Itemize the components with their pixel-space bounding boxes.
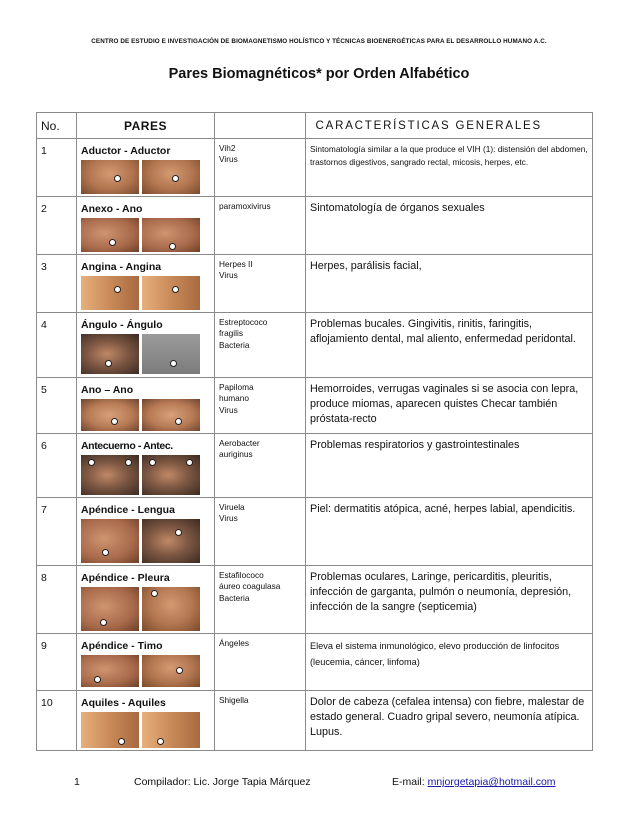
face-front-image <box>81 455 139 495</box>
head-side-image <box>142 334 200 374</box>
table-row <box>37 313 593 378</box>
legs-image <box>142 712 200 748</box>
description-text: Sintomatología similar a la que produce el VIH (1): distensión del abdomen, trastornos digestivos, sangrado rectal, micosis, herpes, etc. <box>310 144 588 167</box>
column-header-no: No. <box>37 113 77 139</box>
column-header-caracteristicas: CARACTERÍSTICAS GENERALES <box>306 113 593 139</box>
torso-image <box>142 587 200 631</box>
pair-cell <box>77 634 215 691</box>
chest-image <box>142 655 200 687</box>
email-link[interactable]: mnjorgetapia@hotmail.com <box>427 776 556 788</box>
table-header-row <box>37 113 593 139</box>
jaw-side-image <box>142 276 200 310</box>
groin-front-image <box>81 160 139 194</box>
agent-line: Bacteria <box>219 339 250 350</box>
table-row <box>37 434 593 498</box>
pair-cell <box>77 255 215 313</box>
organization-header: CENTRO DE ESTUDIO E INVESTIGACIÓN DE BIOMAGNETISMO HOLÍSTICO Y TÉCNICAS BIOENERGÉTICAS PARA EL DESARROLLO HUMANO A.C. <box>91 38 547 45</box>
face-front-image <box>142 455 200 495</box>
pair-name: Apéndice - Pleura <box>81 572 170 584</box>
row-number: 6 <box>37 434 77 498</box>
agent-line: paramoxivirus <box>219 201 271 211</box>
agent-line: Estreptococo <box>219 317 268 327</box>
buttocks-image <box>142 399 200 431</box>
pair-cell <box>77 498 215 566</box>
agent-line: áureo coagulasa <box>219 581 281 592</box>
agent-line: Ángeles <box>219 638 249 648</box>
agent-cell <box>215 691 306 751</box>
agent-line: auriginus <box>219 449 253 460</box>
table-row <box>37 139 593 197</box>
agent-line: Bacteria <box>219 592 250 603</box>
pair-name: Aductor - Aductor <box>81 145 171 157</box>
pair-cell <box>77 313 215 378</box>
table-row <box>37 691 593 751</box>
agent-line: Virus <box>219 270 238 281</box>
pair-cell <box>77 197 215 255</box>
agent-cell <box>215 498 306 566</box>
compiler-credit: Compilador: Lic. Jorge Tapia Márquez <box>134 776 311 788</box>
groin-front-image <box>142 160 200 194</box>
description-cell <box>306 197 593 255</box>
row-number: 8 <box>37 566 77 634</box>
row-number: 3 <box>37 255 77 313</box>
pair-name: Ano – Ano <box>81 384 134 396</box>
page-title: Pares Biomagnéticos* por Orden Alfabético <box>168 66 470 82</box>
pair-name: Antecuerno - Antec. <box>81 440 173 452</box>
description-cell <box>306 313 593 378</box>
legs-image <box>81 712 139 748</box>
pair-cell <box>77 139 215 197</box>
agent-cell <box>215 139 306 197</box>
description-cell <box>306 634 593 691</box>
pair-name: Apéndice - Lengua <box>81 504 175 516</box>
pair-cell <box>77 691 215 751</box>
agent-line: Virus <box>219 154 238 165</box>
description-cell <box>306 498 593 566</box>
pair-name: Aquiles - Aquiles <box>81 697 166 709</box>
agent-line: humano <box>219 393 249 404</box>
agent-cell <box>215 566 306 634</box>
agent-line: fragilis <box>219 328 243 339</box>
agent-line: Estafilococo <box>219 570 264 580</box>
description-text: Herpes, parálisis facial, <box>310 260 422 272</box>
pair-cell <box>77 566 215 634</box>
description-cell <box>306 378 593 434</box>
description-cell <box>306 566 593 634</box>
row-number: 7 <box>37 498 77 566</box>
column-header-pares: PARES <box>77 113 215 139</box>
row-number: 9 <box>37 634 77 691</box>
head-side-image <box>142 519 200 563</box>
email-label: E-mail: <box>392 776 428 788</box>
jaw-side-image <box>81 276 139 310</box>
agent-line: Herpes II <box>219 259 253 269</box>
table-row <box>37 498 593 566</box>
description-cell <box>306 434 593 498</box>
description-text: Piel: dermatitis atópica, acné, herpes labial, apendicitis. <box>310 503 576 515</box>
abdomen-image <box>81 587 139 631</box>
buttocks-image <box>142 218 200 252</box>
pair-name: Ángulo - Ángulo <box>81 319 163 331</box>
abdomen-image <box>81 655 139 687</box>
column-header-blank <box>215 113 306 139</box>
description-cell <box>306 139 593 197</box>
table-row <box>37 197 593 255</box>
agent-cell <box>215 378 306 434</box>
pair-name: Apéndice - Timo <box>81 640 163 652</box>
agent-line: Papiloma <box>219 382 254 392</box>
table-row <box>37 634 593 691</box>
table-row <box>37 566 593 634</box>
pair-name: Anexo - Ano <box>81 203 143 215</box>
description-text: Problemas bucales. Gingivitis, rinitis, faringitis, aflojamiento dental, mal aliento, enfermedad peridontal. <box>310 318 576 345</box>
description-text: Hemorroides, verrugas vaginales si se asocia con lepra, produce miomas, aparecen quistes Checar también próstata-recto <box>310 383 579 425</box>
pair-cell <box>77 378 215 434</box>
head-side-image <box>81 334 139 374</box>
description-cell <box>306 255 593 313</box>
agent-cell <box>215 434 306 498</box>
pair-cell <box>77 434 215 498</box>
agent-cell <box>215 313 306 378</box>
row-number: 2 <box>37 197 77 255</box>
description-text: Sintomatología de órganos sexuales <box>310 202 485 214</box>
biomagnetic-pairs-table <box>36 112 593 751</box>
table-row <box>37 378 593 434</box>
description-text: Problemas respiratorios y gastrointestinales <box>310 439 520 451</box>
description-text: Dolor de cabeza (cefalea intensa) con fiebre, malestar de estado general. Cuadro gripal severo, neumonía atípica. Lupus. <box>310 696 585 738</box>
pair-name: Angina - Angina <box>81 261 162 273</box>
row-number: 4 <box>37 313 77 378</box>
abdomen-image <box>81 519 139 563</box>
agent-line: Virus <box>219 404 238 415</box>
table-row <box>37 255 593 313</box>
agent-cell <box>215 197 306 255</box>
pelvis-image <box>81 218 139 252</box>
agent-line: Vih2 <box>219 143 236 153</box>
agent-cell <box>215 634 306 691</box>
agent-line: Shigella <box>219 695 249 705</box>
row-number: 10 <box>37 691 77 751</box>
description-text: Problemas oculares, Laringe, pericarditis, pleuritis, infección de garganta, pulmón o neumonía, depresión, infección de la sangre (septicemia) <box>310 571 572 613</box>
buttocks-image <box>81 399 139 431</box>
agent-line: Virus <box>219 513 238 524</box>
agent-line: Aerobacter <box>219 438 260 448</box>
description-text: Eleva el sistema inmunológico, elevo producción de linfocitos (leucemia, cáncer, linfoma) <box>310 641 560 667</box>
page-number: 1 <box>74 776 80 788</box>
agent-cell <box>215 255 306 313</box>
description-cell <box>306 691 593 751</box>
agent-line: Viruela <box>219 502 245 512</box>
row-number: 5 <box>37 378 77 434</box>
row-number: 1 <box>37 139 77 197</box>
email-block <box>392 776 556 788</box>
